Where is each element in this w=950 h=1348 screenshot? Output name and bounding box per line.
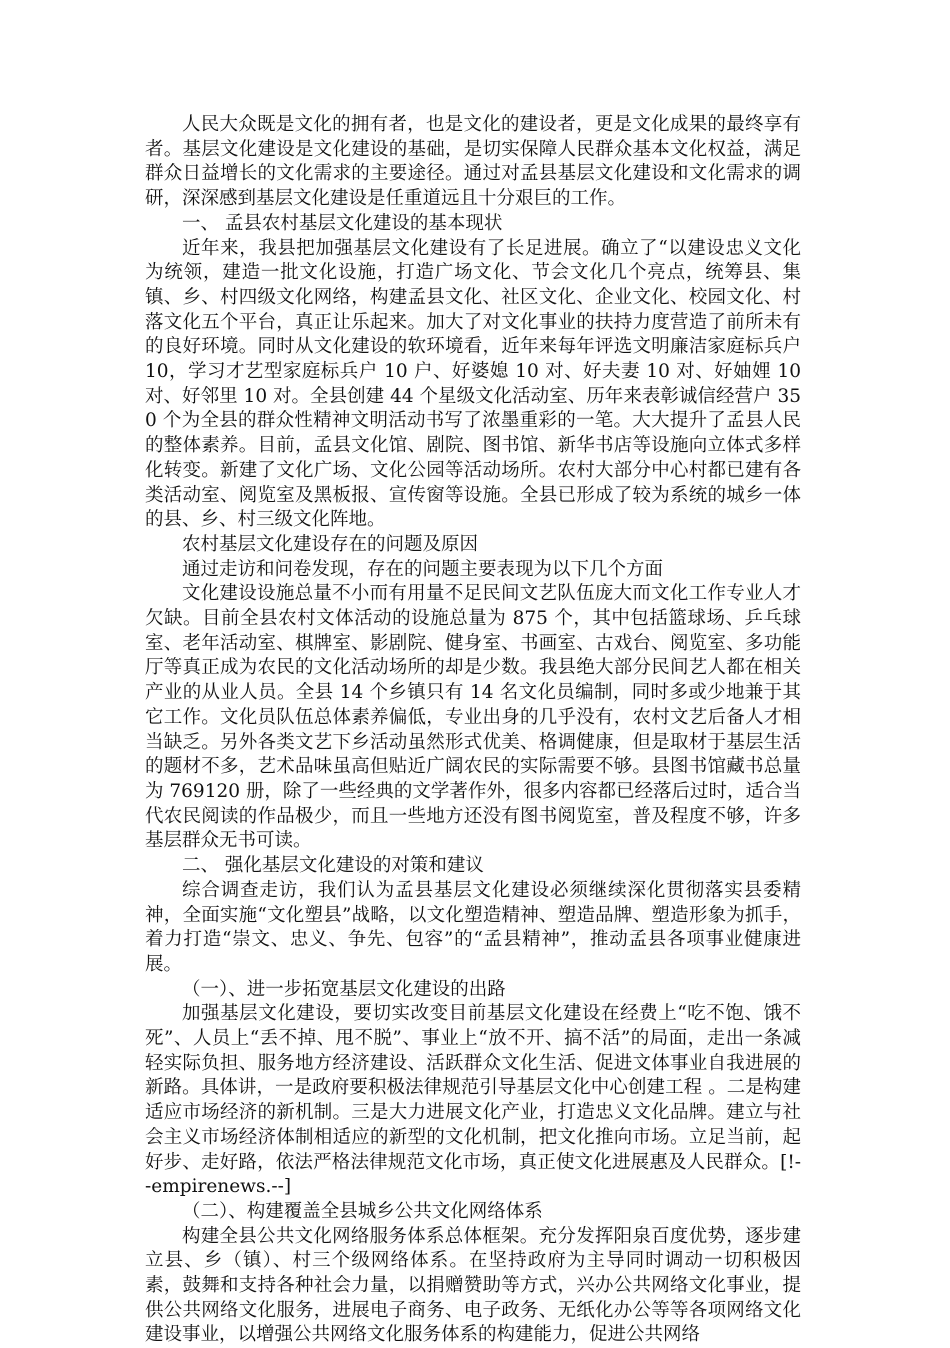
intro-paragraph: 人民大众既是文化的拥有者，也是文化的建设者，更是文化成果的最终享有者。基层文化建设是文化建设的基础，是切实保障人民群众基本文化权益，满足群众日益增长的文化需求的主要途径。通过对孟县基层文化建设和文化需求的调研，深深感到基层文化建设是任重道远且十分艰巨的工作。 <box>145 114 801 210</box>
strategy-paragraph: 综合调查走访，我们认为孟县基层文化建设必须继续深化贯彻落实县委精神，全面实施“文化塑县”战略，以文化塑造精神、塑造品牌、塑造形象为抓手，着力打造“崇文、忠义、争先、包容”的“孟县精神”，推动孟县各项事业健康进展。 <box>145 879 801 975</box>
network-paragraph: 构建全县公共文化网络服务体系总体框架。充分发挥阳泉百度优势，逐步建立县、乡（镇）、村三个级网络体系。在坚持政府为主导同时调动一切积极因素，鼓舞和支持各种社会力量，以捐赠赞助等方式，兴办公共网络文化事业，提供公共网络文化服务，进展电子商务、电子政务、无纸化办公等等各项网络文化建设事业，以增强公共网络文化服务体系的构建能力，促进公共网络 <box>145 1225 801 1346</box>
facilities-paragraph: 文化建设设施总量不小而有用量不足民间文艺队伍庞大而文化工作专业人才欠缺。目前全县农村文体活动的设施总量为 875 个，其中包括篮球场、乒乓球室、老年活动室、棋牌室、影剧院、健身室、书画室、古戏台、阅览室、多功能厅等真正成为农民的文化活动场所的却是少数。我县绝大部分民间艺人都在相关产业的从业人员。全县 14 个乡镇只有 14 名文化员编制，同时多或少地兼于其它工作。文化员队伍总体素养偏低，专业出身的几乎没有，农村文艺后备人才相当缺乏。另外各类文艺下乡活动虽然形式优美、格调健康，但是取材于基层生活的题材不多，艺术品味虽高但贴近广阔农民的实际需要不够。县图书馆藏书总量为 769120 册，除了一些经典的文学著作外，很多内容都已经落后过时，适合当代农民阅读的作品极少，而且一些地方还没有图书阅览室，普及程度不够，许多基层群众无书可读。 <box>145 583 801 852</box>
section-heading-1: 一、 孟县农村基层文化建设的基本现状 <box>182 212 503 234</box>
subsection-heading-2: （二）、构建覆盖全县城乡公共文化网络体系 <box>182 1200 543 1222</box>
problems-heading: 农村基层文化建设存在的问题及原因 <box>182 533 479 555</box>
status-paragraph: 近年来，我县把加强基层文化建设有了长足进展。确立了“以建设忠义文化为统领，建造一批文化设施，打造广场文化、节会文化几个亮点，统筹县、集镇、乡、村四级文化网络，构建孟县文化、社区文化、企业文化、校园文化、村落文化五个平台，真正让乐起来。加大了对文化事业的扶持力度营造了前所未有的良好环境。同时从文化建设的软环境看，近年来每年评选文明廉洁家庭标兵户 10，学习才艺型家庭标兵户 10 户、好婆媳 10 对、好夫妻 10 对、好妯娌 10 对、好邻里 10 对。全县创建 44 个星级文化活动室、历年来表彰诚信经营户 350 个为全县的群众性精神文明活动书写了浓墨重彩的一笔。大大提升了孟县人民的整体素养。目前，孟县文化馆、剧院、图书馆、新华书店等设施向立体式多样化转变。新建了文化广场、文化公园等活动场所。农村大部分中心村都已建有各类活动室、阅览室及黑板报、宣传窗等设施。全县已形成了较为系统的城乡一体的县、乡、村三级文化阵地。 <box>145 237 801 531</box>
subsection-heading-1: （一）、进一步拓宽基层文化建设的出路 <box>182 978 506 1000</box>
survey-paragraph: 通过走访和问卷发现，存在的问题主要表现为以下几个方面 <box>182 558 664 580</box>
path-paragraph: 加强基层文化建设，要切实改变目前基层文化建设在经费上“吃不饱、饿不死”、人员上“丢不掉、甩不脱”、事业上“放不开、搞不活”的局面，走出一条减轻实际负担、服务地方经济建设、活跃群众文化生活、促进文体事业自我进展的新路。具体讲，一是政府要积极法律规范引导基层文化中心创建工程 。二是构建适应市场经济的新机制。三是大力进展文化产业，打造忠义文化品牌。建立与社会主义市场经济体制相适应的新型的文化机制，把文化推向市场。立足当前，起好步、走好路，依法严格法律规范文化市场，真正使文化进展惠及人民群众。[!--empirenews.--] <box>145 1003 801 1198</box>
document-body <box>145 113 801 1348</box>
section-heading-2: 二、 强化基层文化建设的对策和建议 <box>182 855 484 877</box>
